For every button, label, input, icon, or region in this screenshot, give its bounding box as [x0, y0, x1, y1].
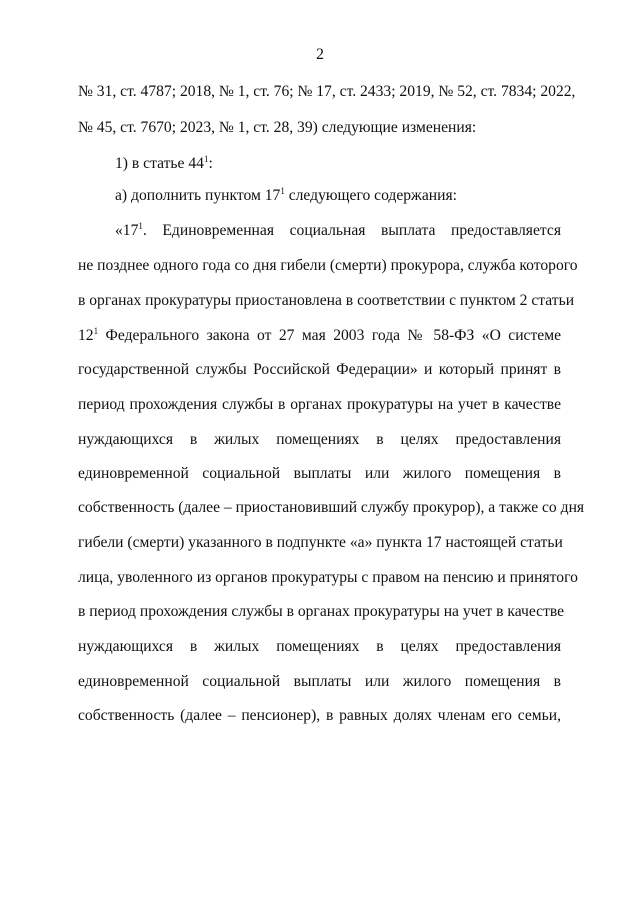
page-number: 2 — [316, 46, 324, 63]
paragraph-line-2: не позднее одного года со дня гибели (смерти) прокурора, служба которого — [78, 257, 578, 274]
list-item-a — [115, 187, 457, 205]
paragraph-quote-start: «17 — [115, 222, 139, 239]
paragraph-line-14: единовременной социальной выплаты или жилого помещения в — [78, 673, 561, 690]
paragraph-line-8: единовременной социальной выплаты или жилого помещения в — [78, 465, 561, 482]
list-item-1 — [115, 155, 213, 173]
paragraph-line-10: гибели (смерти) указанного в подпункте «а» пункта 17 настоящей статьи — [78, 534, 563, 551]
list-item-a-tail: следующего содержания: — [284, 187, 457, 204]
paragraph-line-15: собственность (далее – пенсионер), в равных долях членам его семьи, — [78, 707, 561, 724]
paragraph-line-7: нуждающихся в жилых помещениях в целях предоставления — [78, 431, 561, 448]
superscript: 1 — [280, 186, 285, 196]
paragraph-line-1 — [115, 222, 561, 240]
text-line-2: № 45, ст. 7670; 2023, № 1, ст. 28, 39) следующие изменения: — [78, 119, 477, 136]
superscript: 1 — [203, 154, 209, 164]
superscript: 1 — [93, 326, 99, 336]
article-number: 12 — [78, 327, 94, 344]
paragraph-line-9: собственность (далее – приостановивший службу прокурор), а также со дня — [78, 499, 585, 516]
list-item-1-text: 1) в статье 44 — [115, 155, 204, 172]
paragraph-line-4-text: Федерального закона от 27 мая 2003 года № 58-ФЗ «О системе — [98, 327, 561, 344]
paragraph-line-11: лица, уволенного из органов прокуратуры с правом на пенсию и принятого — [78, 569, 578, 586]
paragraph-line-1-text: . Единовременная социальная выплата предоставляется — [142, 222, 561, 239]
paragraph-line-3: в органах прокуратуры приостановлена в соответствии с пунктом 2 статьи — [78, 292, 575, 309]
paragraph-line-5: государственной службы Российской Федерации» и который принят в — [78, 361, 561, 378]
paragraph-line-12: в период прохождения службы в органах прокуратуры на учет в качестве — [78, 603, 565, 620]
text-line-1: № 31, ст. 4787; 2018, № 1, ст. 76; № 17, ст. 2433; 2019, № 52, ст. 7834; 2022, — [78, 83, 576, 100]
colon: : — [208, 155, 213, 172]
paragraph-line-6: период прохождения службы в органах прокуратуры на учет в качестве — [78, 396, 561, 413]
list-item-a-text: а) дополнить пунктом 17 — [115, 187, 281, 204]
superscript: 1 — [138, 221, 143, 231]
paragraph-line-13: нуждающихся в жилых помещениях в целях предоставления — [78, 638, 561, 655]
paragraph-line-4 — [78, 327, 561, 345]
